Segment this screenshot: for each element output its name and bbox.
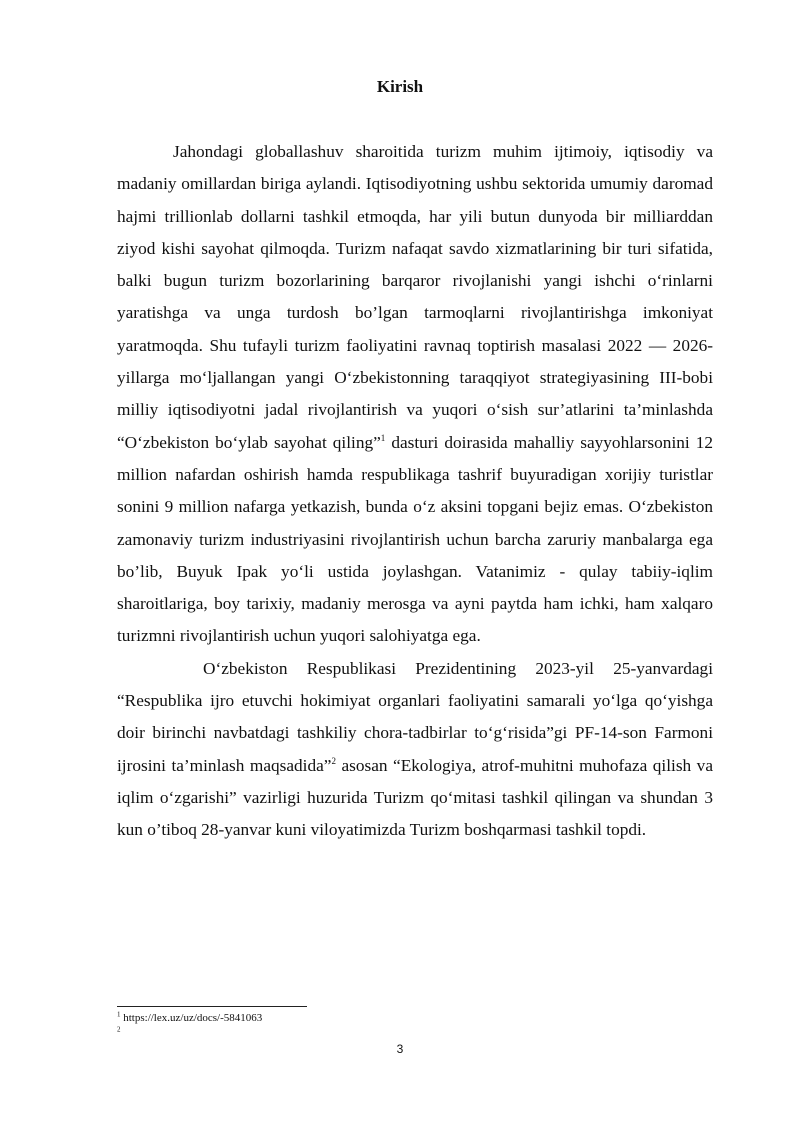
paragraph-decree-text-a: O‘zbekiston Respublikasi Prezidentining 2023-yil 25-yanvardagi “Respublika ijro etuvchi hokimiyat organlari faoliyatini samarali yo‘lga qo‘yishga doir birinchi navbatdagi tashkiliy chora-tadbirlar to‘g‘risida”gi PF-14-son Farmoni ijrosini ta’minlash maqsadida” (117, 658, 713, 775)
footnote-1-link[interactable]: https://lex.uz/uz/docs/-5841063 (120, 1012, 263, 1024)
paragraph-intro-text-b: dasturi doirasida mahalliy sayyohlarsonini 12 million nafardan oshirish hamda respublikaga tashrif buyuradigan xorijiy turistlar sonini 9 million nafarga yetkazish, bunda o‘z aksini topgani bejiz emas. O‘zbekiston zamonaviy turizm industriyasini rivojlantirish uchun barcha zaruriy manbalarga ega bo’lib, Buyuk Ipak yo‘li ustida joylashgan. Vatanimiz - qulay tabiiy-iqlim sharoitlariga, boy tarixiy, madaniy merosga va ayni paytda ham ichki, ham xalqaro turizmni rivojlantirish uchun yuqori salohiyatga ega. (117, 432, 713, 646)
footnote-marker-2: 2 (117, 1025, 121, 1034)
footnote-1 (117, 1011, 717, 1026)
paragraph-decree-text-b: asosan “Ekologiya, atrof-muhitni muhofaza qilish va iqlim o‘zgarishi” vazirligi huzurida Turizm qo‘mitasi tashkil qilingan va shundan 3 kun o’tiboq 28-yanvar kuni viloyatimizda Turizm boshqarmasi tashkil topdi. (117, 755, 713, 840)
footnote-separator (117, 1006, 307, 1007)
footnotes (117, 1011, 717, 1041)
footnote-ref-2[interactable]: 2 (331, 755, 336, 766)
paragraph-decree (117, 653, 713, 847)
body-text (117, 136, 713, 847)
footnote-ref-1[interactable]: 1 (380, 432, 386, 443)
page-title: Kirish (376, 77, 424, 96)
page-number: 3 (396, 1042, 404, 1056)
paragraph-intro (117, 136, 713, 653)
paragraph-intro-text-a: Jahondagi globallashuv sharoitida turizm muhim ijtimoiy, iqtisodiy va madaniy omillardan biriga aylandi. Iqtisodiyotning ushbu sektorida umumiy daromad hajmi trillionlab dollarni tashkil etmoqda, har yili butun dunyoda bir milliarddan ziyod kishi sayohat qilmoqda. Turizm nafaqat savdo xizmatlarining bir turi sifatida, balki bugun turizm bozorlarining barqaror rivojlanishi yangi ishchi o‘rinlarni yaratishga va unga turdosh bo’lgan tarmoqlarni rivojlantirishga imkoniyat yaratmoqda. Shu tufayli turizm faoliyatini ravnaq toptirish masalasi 2022 — 2026-yillarga mo‘ljallangan yangi O‘zbekistonning taraqqiyot strategiyasining III-bobi milliy iqtisodiyotni jadal rivojlantirish va yuqori o‘sish sur’atlarini ta’minlashda “O‘zbekiston bo‘ylab sayohat qiling” (117, 142, 713, 452)
footnote-2 (117, 1026, 717, 1041)
footnote-marker-1: 1 (117, 1010, 121, 1019)
